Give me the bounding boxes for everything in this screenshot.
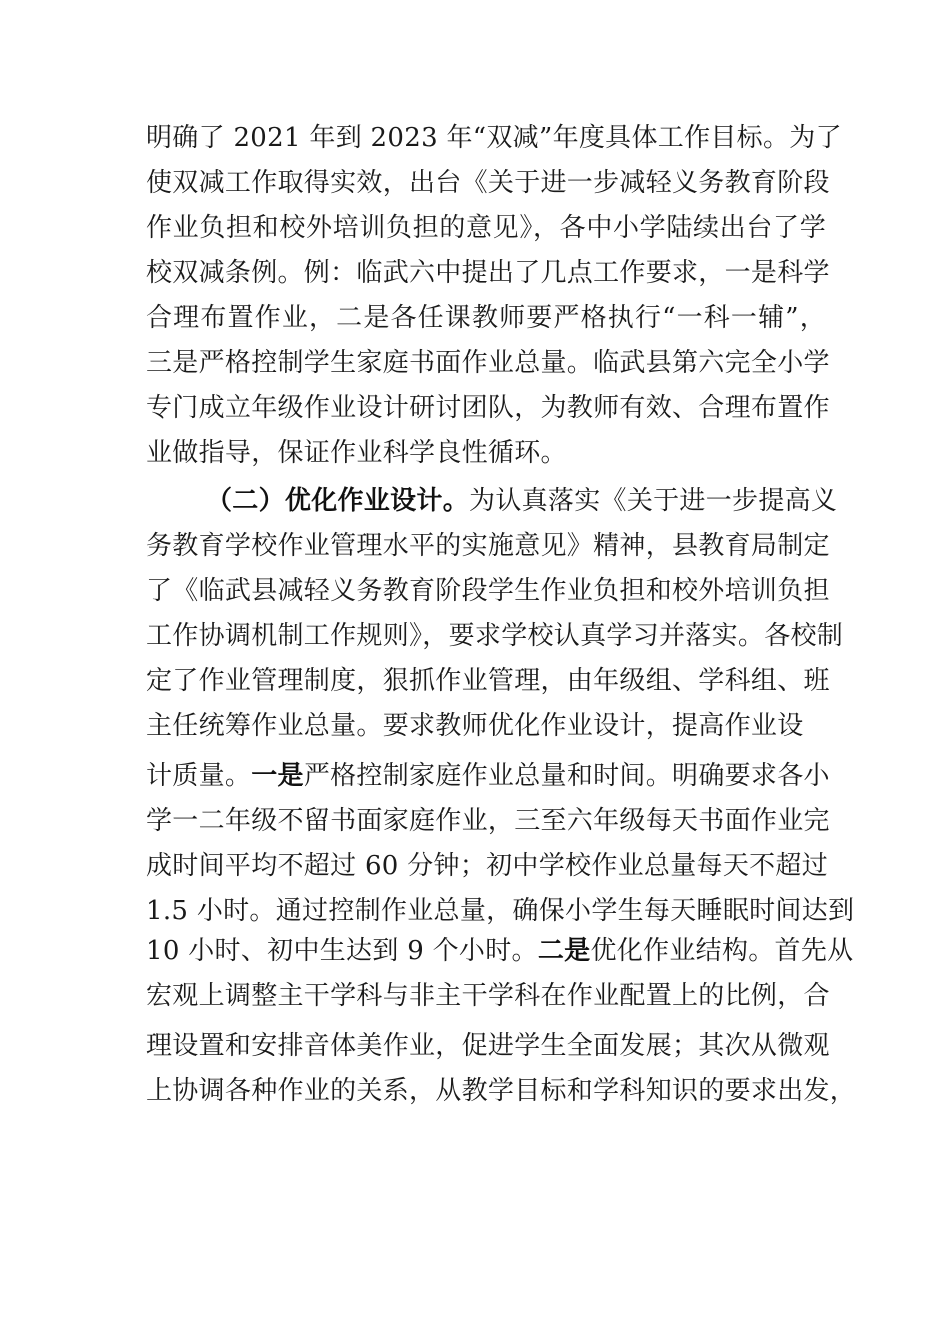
paragraph1-line-1: 明确了 2021 年到 2023 年“双减”年度具体工作目标。为了 [146,123,842,153]
paragraph2-line-7 [146,760,830,792]
paragraph2-line-6: 主任统筹作业总量。要求教师优化作业设计，提高作业设 [146,711,804,741]
paragraph2-line-10: 1.5 小时。通过控制作业总量，确保小学生每天睡眠时间达到 [146,896,855,926]
paragraph1-line-7: 专门成立年级作业设计研讨团队，为教师有效、合理布置作 [146,393,830,423]
paragraph2-line-14: 上协调各种作业的关系，从教学目标和学科知识的要求出发， [146,1076,857,1106]
paragraph2-line-2: 务教育学校作业管理水平的实施意见》精神，县教育局制定 [146,531,830,561]
line11-post: 优化作业结构。首先从 [590,936,854,966]
line7-post: 严格控制家庭作业总量和时间。明确要求各小 [303,761,830,791]
paragraph2-line-9: 成时间平均不超过 60 分钟；初中学校作业总量每天不超过 [146,851,829,881]
paragraph2-line-13: 理设置和安排音体美作业，促进学生全面发展；其次从微观 [146,1031,830,1061]
point-two-label: 二是 [537,936,591,966]
paragraph1-line-4: 校双减条例。例：临武六中提出了几点工作要求，一是科学 [146,258,830,288]
paragraph2-line-4: 工作协调机制工作规则》，要求学校认真学习并落实。各校制 [146,621,844,651]
paragraph1-line-2: 使双减工作取得实效，出台《关于进一步减轻义务教育阶段 [146,168,830,198]
section-heading: （二）优化作业设计。 [206,486,470,516]
line7-pre: 计质量。 [146,761,252,791]
paragraph2-line-1-text: 为认真落实《关于进一步提高义 [469,486,838,516]
paragraph2-line-1 [206,485,838,517]
line11-pre: 10 小时、初中生达到 9 个小时。 [146,936,538,966]
paragraph2-line-8: 学一二年级不留书面家庭作业，三至六年级每天书面作业完 [146,806,830,836]
point-one-label: 一是 [251,761,304,791]
paragraph2-line-11 [146,935,854,967]
paragraph2-line-3: 了《临武县减轻义务教育阶段学生作业负担和校外培训负担 [146,576,830,606]
paragraph1-line-3: 作业负担和校外培训负担的意见》，各中小学陆续出台了学 [146,213,826,243]
paragraph2-line-5: 定了作业管理制度，狠抓作业管理，由年级组、学科组、班 [146,666,830,696]
paragraph1-line-8: 业做指导，保证作业科学良性循环。 [146,438,567,468]
paragraph1-line-5: 合理布置作业，二是各任课教师要严格执行“一科一辅”， [146,303,826,333]
paragraph2-line-12: 宏观上调整主干学科与非主干学科在作业配置上的比例，合 [146,981,830,1011]
paragraph1-line-6: 三是严格控制学生家庭书面作业总量。临武县第六完全小学 [146,348,830,378]
